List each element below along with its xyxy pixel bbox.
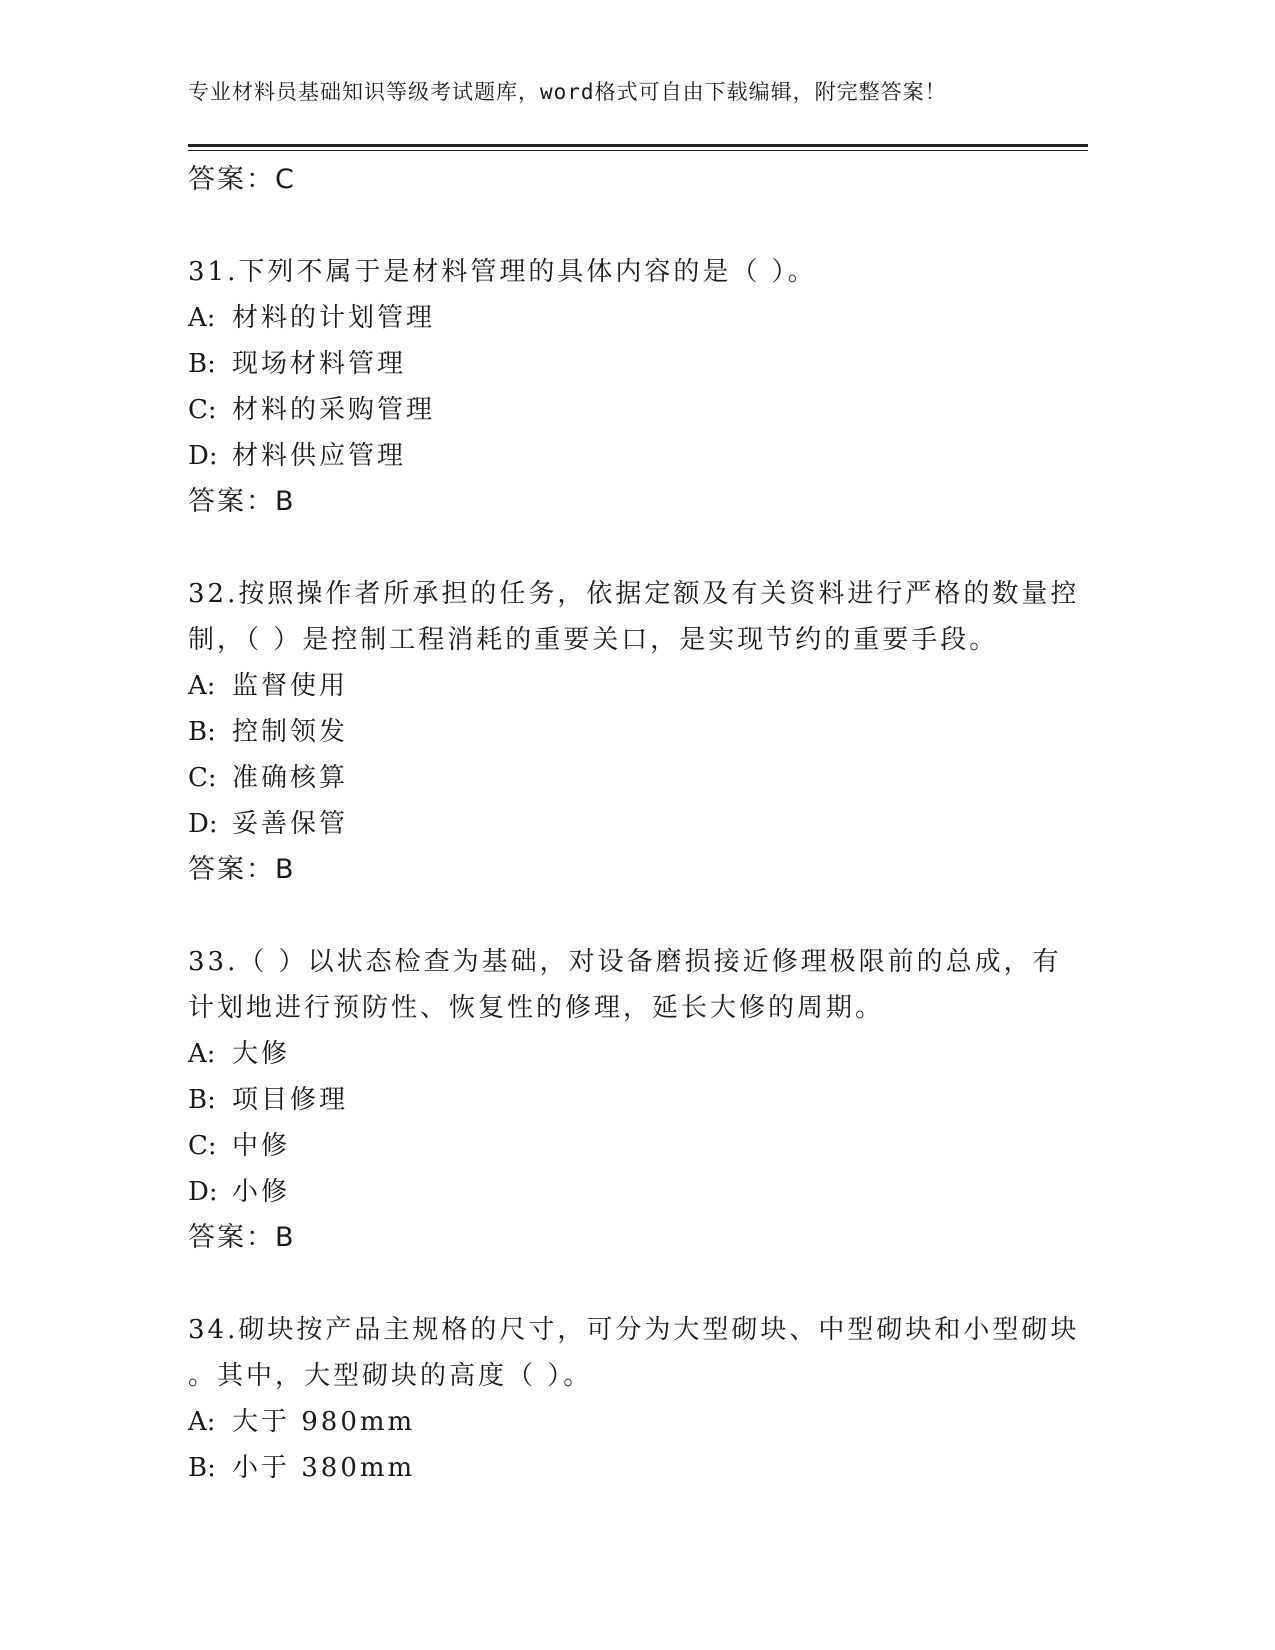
question-stem: 。其中，大型砌块的高度（ ）。 bbox=[188, 1361, 593, 1391]
question-stem: 34.砌块按产品主规格的尺寸，可分为大型砌块、中型砌块和小型砌块 bbox=[188, 1315, 1080, 1345]
option-d bbox=[188, 1169, 1088, 1215]
spacer bbox=[188, 1261, 1088, 1307]
question-stem: 32.按照操作者所承担的任务，依据定额及有关资料进行严格的数量控 bbox=[188, 579, 1080, 609]
option-text: 妥善保管 bbox=[232, 809, 349, 839]
option-text: 大修 bbox=[232, 1039, 291, 1069]
question-stem: 31.下列不属于是材料管理的具体内容的是（ ）。 bbox=[188, 257, 817, 287]
option-label: B: bbox=[188, 1085, 216, 1115]
question-31 bbox=[188, 249, 1088, 525]
option-c bbox=[188, 755, 1088, 801]
answer-line: 答案：C bbox=[188, 164, 296, 195]
option-text: 现场材料管理 bbox=[232, 349, 407, 379]
option-text: 材料供应管理 bbox=[232, 441, 407, 471]
option-label: B: bbox=[188, 717, 216, 747]
question-34 bbox=[188, 1307, 1088, 1491]
option-d bbox=[188, 801, 1088, 847]
option-text: 大于 980mm bbox=[232, 1407, 416, 1437]
option-label: D: bbox=[188, 809, 218, 839]
option-a bbox=[188, 295, 1088, 341]
question-list bbox=[188, 157, 1088, 1491]
header-rule-thick bbox=[188, 144, 1088, 147]
option-text: 中修 bbox=[232, 1131, 291, 1161]
option-text: 监督使用 bbox=[232, 671, 349, 701]
spacer bbox=[188, 525, 1088, 571]
question-33 bbox=[188, 939, 1088, 1261]
page-header: 专业材料员基础知识等级考试题库，word格式可自由下载编辑，附完整答案！ bbox=[188, 80, 947, 104]
option-label: A: bbox=[188, 1039, 216, 1069]
answer-line: 答案：B bbox=[188, 854, 296, 885]
option-text: 小于 380mm bbox=[232, 1453, 416, 1483]
spacer bbox=[188, 893, 1088, 939]
question-32 bbox=[188, 571, 1088, 893]
option-label: C: bbox=[188, 1131, 217, 1161]
option-text: 小修 bbox=[232, 1177, 291, 1207]
option-text: 项目修理 bbox=[232, 1085, 349, 1115]
option-label: A: bbox=[188, 1407, 216, 1437]
header-rule-thin bbox=[188, 150, 1088, 151]
question-stem: 33.（ ）以状态检查为基础，对设备磨损接近修理极限前的总成，有 bbox=[188, 947, 1062, 977]
option-c bbox=[188, 1123, 1088, 1169]
option-a bbox=[188, 1031, 1088, 1077]
option-label: C: bbox=[188, 763, 217, 793]
option-label: D: bbox=[188, 441, 218, 471]
option-a bbox=[188, 663, 1088, 709]
option-label: C: bbox=[188, 395, 217, 425]
option-label: A: bbox=[188, 671, 216, 701]
answer-line: 答案：B bbox=[188, 486, 296, 517]
option-a bbox=[188, 1399, 1088, 1445]
question-stem: 制，（ ）是控制工程消耗的重要关口，是实现节约的重要手段。 bbox=[188, 625, 999, 655]
option-label: B: bbox=[188, 349, 216, 379]
option-text: 控制领发 bbox=[232, 717, 349, 747]
option-label: B: bbox=[188, 1453, 216, 1483]
option-text: 材料的采购管理 bbox=[232, 395, 436, 425]
option-d bbox=[188, 433, 1088, 479]
answer-line: 答案：B bbox=[188, 1222, 296, 1253]
option-b bbox=[188, 709, 1088, 755]
option-b bbox=[188, 1445, 1088, 1491]
option-label: D: bbox=[188, 1177, 218, 1207]
spacer bbox=[188, 203, 1088, 249]
option-b bbox=[188, 1077, 1088, 1123]
option-label: A: bbox=[188, 303, 216, 333]
option-text: 材料的计划管理 bbox=[232, 303, 436, 333]
option-text: 准确核算 bbox=[232, 763, 349, 793]
option-b bbox=[188, 341, 1088, 387]
option-c bbox=[188, 387, 1088, 433]
question-stem: 计划地进行预防性、恢复性的修理，延长大修的周期。 bbox=[188, 993, 885, 1023]
